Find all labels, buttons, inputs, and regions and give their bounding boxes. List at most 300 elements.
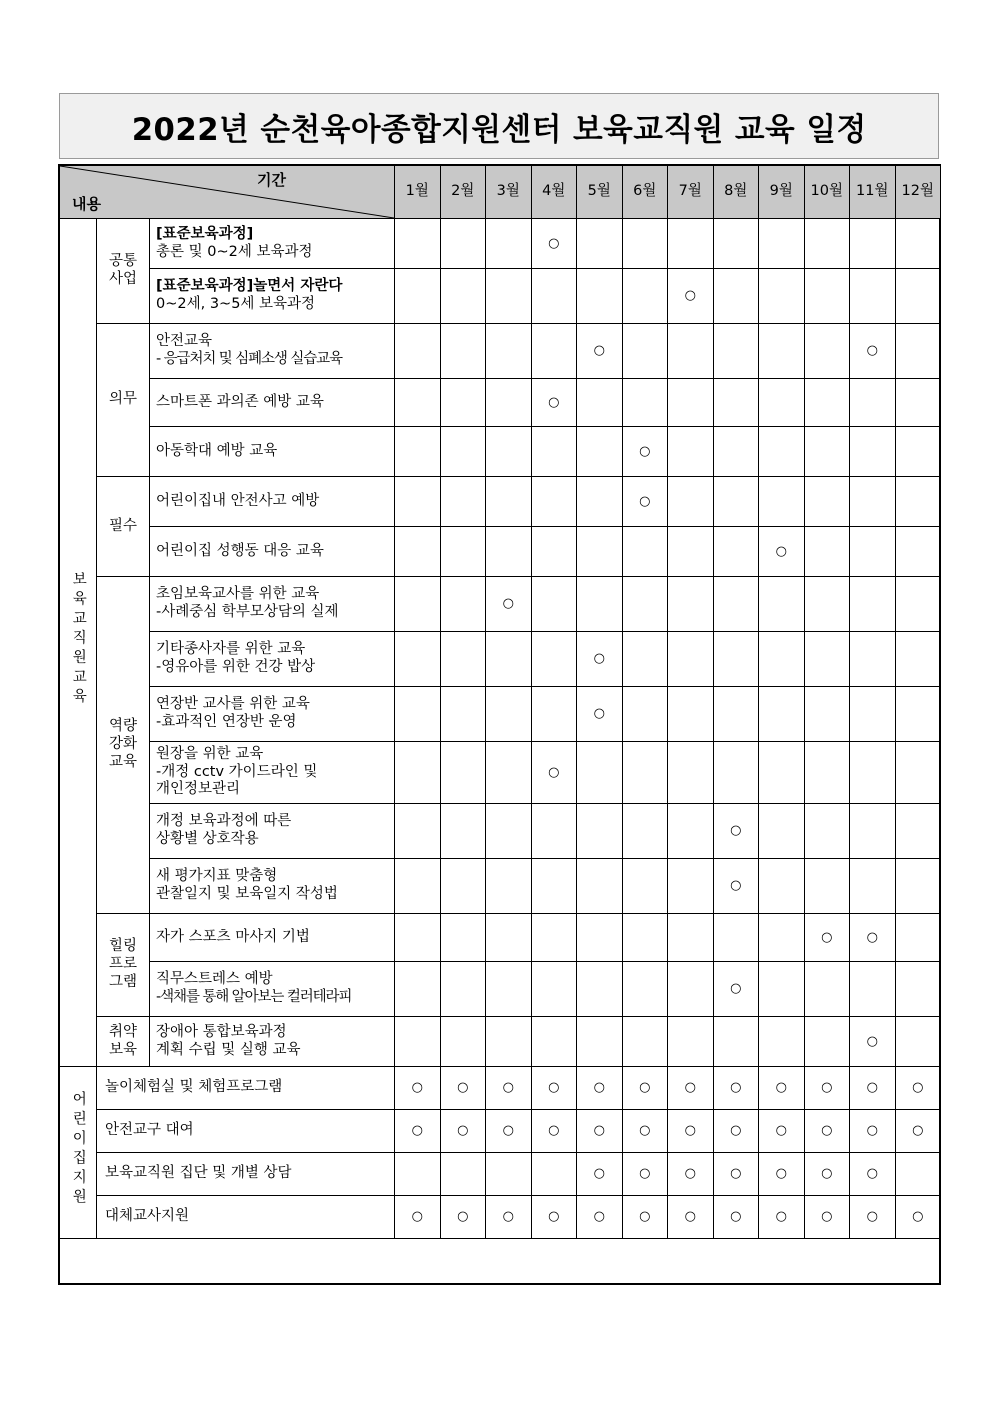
schedule-cell-m4 [531,687,577,742]
schedule-cell-m9 [759,324,805,379]
schedule-cell-m9 [759,804,805,859]
schedule-cell-m10 [804,1110,850,1153]
schedule-cell-m5 [577,687,623,742]
schedule-cell-m6 [622,379,668,427]
schedule-cell-m11 [850,632,896,687]
schedule-mark-icon: ○ [730,1123,742,1139]
schedule-mark-icon: ○ [502,1209,514,1225]
schedule-cell-m6 [622,1153,668,1196]
schedule-cell-m1 [395,742,441,804]
schedule-cell-m5 [577,632,623,687]
schedule-cell-m4 [531,1067,577,1110]
schedule-mark-icon: ○ [639,1080,651,1096]
topic-cell: 아동학대 예방 교육 [150,427,395,477]
schedule-cell-m8 [713,1196,759,1239]
schedule-cell-m3 [486,1196,532,1239]
schedule-mark-icon: ○ [821,1123,833,1139]
schedule-cell-m10 [804,632,850,687]
schedule-mark-icon: ○ [730,823,742,839]
schedule-cell-m8 [713,804,759,859]
schedule-cell-m1 [395,632,441,687]
schedule-cell-m12 [895,859,941,914]
schedule-cell-m1 [395,859,441,914]
schedule-cell-m7 [668,804,714,859]
schedule-cell-m12 [895,219,941,269]
month-header-1: 1월 [395,166,441,219]
schedule-cell-m8 [713,1153,759,1196]
topic-cell: 개정 보육과정에 따른 상황별 상호작용 [150,804,395,859]
schedule-cell-m4 [531,477,577,527]
schedule-mark-icon: ○ [593,651,605,667]
table-row [60,477,941,527]
schedule-cell-m2 [440,962,486,1017]
schedule-cell-m8 [713,577,759,632]
schedule-cell-m11 [850,1067,896,1110]
schedule-cell-m3 [486,742,532,804]
schedule-cell-m2 [440,1153,486,1196]
schedule-cell-m4 [531,269,577,324]
schedule-mark-icon: ○ [457,1209,469,1225]
schedule-cell-m5 [577,527,623,577]
schedule-cell-m1 [395,427,441,477]
schedule-cell-m11 [850,1153,896,1196]
schedule-cell-m11 [850,219,896,269]
schedule-mark-icon: ○ [866,1209,878,1225]
schedule-mark-icon: ○ [912,1209,924,1225]
schedule-cell-m9 [759,477,805,527]
schedule-cell-m6 [622,1017,668,1067]
header-period-label: 기간 [257,171,287,189]
schedule-cell-m2 [440,1196,486,1239]
schedule-cell-m12 [895,1017,941,1067]
schedule-mark-icon: ○ [548,394,560,410]
schedule-mark-icon: ○ [730,981,742,997]
table-row [60,1153,941,1196]
schedule-cell-m12 [895,324,941,379]
schedule-mark-icon: ○ [593,343,605,359]
schedule-cell-m7 [668,1153,714,1196]
schedule-mark-icon: ○ [411,1123,423,1139]
schedule-mark-icon: ○ [639,1209,651,1225]
schedule-cell-m8 [713,1067,759,1110]
schedule-cell-m3 [486,1110,532,1153]
schedule-cell-m9 [759,427,805,477]
schedule-cell-m7 [668,577,714,632]
schedule-cell-m12 [895,1067,941,1110]
schedule-mark-icon: ○ [639,493,651,509]
schedule-cell-m2 [440,1110,486,1153]
schedule-cell-m8 [713,632,759,687]
schedule-cell-m3 [486,1067,532,1110]
schedule-cell-m11 [850,1110,896,1153]
schedule-cell-m9 [759,1153,805,1196]
schedule-mark-icon: ○ [502,596,514,612]
schedule-cell-m11 [850,1196,896,1239]
schedule-cell-m12 [895,687,941,742]
schedule-cell-m12 [895,1153,941,1196]
schedule-cell-m1 [395,1153,441,1196]
schedule-cell-m1 [395,379,441,427]
month-header-12: 12월 [895,166,941,219]
schedule-mark-icon: ○ [502,1123,514,1139]
schedule-mark-icon: ○ [730,1080,742,1096]
support-topic-cell: 대체교사지원 [97,1196,395,1239]
schedule-mark-icon: ○ [548,235,560,251]
table-row [60,324,941,379]
schedule-cell-m3 [486,427,532,477]
schedule-cell-m6 [622,577,668,632]
schedule-cell-m2 [440,379,486,427]
section-label-daycare-support: 어린이집지원 [60,1067,97,1239]
support-topic-cell: 안전교구 대여 [97,1110,395,1153]
schedule-cell-m6 [622,219,668,269]
schedule-cell-m6 [622,324,668,379]
schedule-cell-m3 [486,914,532,962]
schedule-cell-m4 [531,1017,577,1067]
schedule-cell-m4 [531,324,577,379]
schedule-cell-m8 [713,427,759,477]
schedule-cell-m5 [577,859,623,914]
schedule-cell-m9 [759,1196,805,1239]
topic-cell: 자가 스포츠 마사지 기법 [150,914,395,962]
month-header-11: 11월 [850,166,896,219]
schedule-cell-m10 [804,742,850,804]
table-row [60,1067,941,1110]
schedule-cell-m9 [759,859,805,914]
schedule-cell-m5 [577,1110,623,1153]
schedule-cell-m6 [622,527,668,577]
schedule-cell-m2 [440,219,486,269]
group-label: 역량 강화 교육 [97,577,150,914]
schedule-cell-m4 [531,1110,577,1153]
schedule-cell-m6 [622,804,668,859]
schedule-mark-icon: ○ [548,1123,560,1139]
schedule-cell-m5 [577,427,623,477]
schedule-mark-icon: ○ [821,1080,833,1096]
schedule-cell-m4 [531,914,577,962]
schedule-cell-m3 [486,477,532,527]
topic-cell: 초임보육교사를 위한 교육 -사례중심 학부모상담의 실제 [150,577,395,632]
schedule-mark-icon: ○ [866,1033,878,1049]
schedule-cell-m1 [395,962,441,1017]
schedule-cell-m5 [577,914,623,962]
schedule-cell-m8 [713,379,759,427]
schedule-mark-icon: ○ [593,1209,605,1225]
schedule-mark-icon: ○ [548,1209,560,1225]
schedule-cell-m8 [713,477,759,527]
schedule-cell-m1 [395,804,441,859]
schedule-cell-m6 [622,914,668,962]
schedule-cell-m11 [850,742,896,804]
month-header-6: 6월 [622,166,668,219]
schedule-cell-m5 [577,219,623,269]
schedule-cell-m8 [713,324,759,379]
schedule-mark-icon: ○ [730,878,742,894]
schedule-cell-m4 [531,1196,577,1239]
schedule-mark-icon: ○ [548,1080,560,1096]
table-row [60,742,941,804]
schedule-cell-m3 [486,577,532,632]
schedule-mark-icon: ○ [866,343,878,359]
table-row [60,219,941,269]
schedule-cell-m6 [622,1110,668,1153]
group-label: 필수 [97,477,150,577]
schedule-cell-m11 [850,427,896,477]
schedule-cell-m2 [440,1017,486,1067]
schedule-cell-m2 [440,687,486,742]
schedule-mark-icon: ○ [639,1166,651,1182]
table-row [60,1017,941,1067]
schedule-cell-m9 [759,1110,805,1153]
schedule-mark-icon: ○ [593,1080,605,1096]
schedule-cell-m11 [850,379,896,427]
month-header-3: 3월 [486,166,532,219]
table-row [60,379,941,427]
table-row [60,1196,941,1239]
schedule-cell-m10 [804,577,850,632]
schedule-cell-m7 [668,527,714,577]
schedule-mark-icon: ○ [593,1123,605,1139]
schedule-cell-m7 [668,687,714,742]
topic-cell: 어린이집내 안전사고 예방 [150,477,395,527]
schedule-cell-m4 [531,1153,577,1196]
schedule-cell-m6 [622,859,668,914]
schedule-cell-m10 [804,269,850,324]
schedule-cell-m12 [895,379,941,427]
schedule-cell-m6 [622,1196,668,1239]
schedule-mark-icon: ○ [912,1123,924,1139]
schedule-cell-m8 [713,742,759,804]
schedule-mark-icon: ○ [775,1209,787,1225]
schedule-cell-m7 [668,914,714,962]
schedule-mark-icon: ○ [730,1209,742,1225]
schedule-cell-m1 [395,687,441,742]
schedule-cell-m4 [531,742,577,804]
schedule-cell-m3 [486,527,532,577]
month-header-4: 4월 [531,166,577,219]
schedule-cell-m4 [531,577,577,632]
schedule-mark-icon: ○ [866,929,878,945]
schedule-mark-icon: ○ [866,1166,878,1182]
schedule-cell-m12 [895,269,941,324]
schedule-mark-icon: ○ [684,288,696,304]
schedule-cell-m9 [759,1017,805,1067]
schedule-cell-m7 [668,1017,714,1067]
schedule-cell-m9 [759,742,805,804]
schedule-cell-m9 [759,914,805,962]
schedule-cell-m3 [486,804,532,859]
page-title: 2022년 순천육아종합지원센터 보육교직원 교육 일정 [131,111,867,148]
schedule-cell-m5 [577,1067,623,1110]
support-topic-cell: 보육교직원 집단 및 개별 상담 [97,1153,395,1196]
group-label: 의무 [97,324,150,477]
schedule-cell-m10 [804,962,850,1017]
schedule-cell-m11 [850,859,896,914]
schedule-cell-m2 [440,527,486,577]
schedule-cell-m4 [531,962,577,1017]
schedule-cell-m11 [850,1017,896,1067]
schedule-mark-icon: ○ [684,1166,696,1182]
schedule-cell-m10 [804,1017,850,1067]
schedule-cell-m4 [531,427,577,477]
schedule-cell-m8 [713,219,759,269]
table-row [60,804,941,859]
schedule-cell-m2 [440,324,486,379]
schedule-cell-m10 [804,1196,850,1239]
schedule-cell-m11 [850,804,896,859]
schedule-cell-m9 [759,527,805,577]
schedule-cell-m7 [668,962,714,1017]
schedule-mark-icon: ○ [457,1123,469,1139]
topic-cell: 장애아 통합보육과정 계획 수립 및 실행 교육 [150,1017,395,1067]
schedule-cell-m7 [668,269,714,324]
schedule-cell-m7 [668,1110,714,1153]
schedule-cell-m2 [440,427,486,477]
schedule-mark-icon: ○ [684,1123,696,1139]
schedule-cell-m1 [395,477,441,527]
schedule-cell-m10 [804,427,850,477]
schedule-cell-m12 [895,1110,941,1153]
schedule-cell-m8 [713,914,759,962]
schedule-cell-m5 [577,742,623,804]
schedule-cell-m11 [850,577,896,632]
schedule-cell-m1 [395,1196,441,1239]
topic-cell: 직무스트레스 예방 -색채를 통해 알아보는 컬러테라피 [150,962,395,1017]
schedule-cell-m11 [850,269,896,324]
month-header-7: 7월 [668,166,714,219]
month-header-5: 5월 [577,166,623,219]
schedule-cell-m5 [577,1196,623,1239]
schedule-mark-icon: ○ [775,1123,787,1139]
schedule-cell-m7 [668,427,714,477]
schedule-mark-icon: ○ [593,706,605,722]
schedule-cell-m11 [850,687,896,742]
schedule-mark-icon: ○ [684,1080,696,1096]
topic-cell: [표준보육과정] 총론 및 0~2세 보육과정 [150,219,395,269]
schedule-cell-m8 [713,962,759,1017]
schedule-cell-m7 [668,477,714,527]
schedule-cell-m12 [895,577,941,632]
schedule-cell-m8 [713,1017,759,1067]
topic-cell: [표준보육과정]놀면서 자란다 0~2세, 3~5세 보육과정 [150,269,395,324]
schedule-mark-icon: ○ [639,443,651,459]
schedule-cell-m3 [486,1153,532,1196]
table-row [60,632,941,687]
schedule-mark-icon: ○ [457,1080,469,1096]
topic-cell: 원장을 위한 교육 -개정 cctv 가이드라인 및 개인정보관리 [150,742,395,804]
schedule-cell-m6 [622,632,668,687]
schedule-cell-m4 [531,859,577,914]
schedule-cell-m8 [713,269,759,324]
schedule-cell-m7 [668,1067,714,1110]
schedule-mark-icon: ○ [866,1080,878,1096]
topic-cell: 새 평가지표 맞춤형 관찰일지 및 보육일지 작성법 [150,859,395,914]
schedule-cell-m5 [577,1153,623,1196]
schedule-mark-icon: ○ [639,1123,651,1139]
schedule-cell-m10 [804,804,850,859]
schedule-mark-icon: ○ [821,1166,833,1182]
schedule-cell-m1 [395,914,441,962]
schedule-cell-m6 [622,742,668,804]
schedule-cell-m2 [440,804,486,859]
month-header-9: 9월 [759,166,805,219]
table-row [60,427,941,477]
schedule-cell-m10 [804,859,850,914]
schedule-cell-m3 [486,269,532,324]
header-content-label: 내용 [72,194,101,213]
schedule-cell-m12 [895,742,941,804]
schedule-cell-m1 [395,1110,441,1153]
schedule-cell-m12 [895,914,941,962]
schedule-cell-m7 [668,324,714,379]
schedule-cell-m11 [850,527,896,577]
schedule-cell-m2 [440,859,486,914]
topic-cell: 안전교육 - 응급처치 및 심폐소생 실습교육 [150,324,395,379]
topic-cell: 어린이집 성행동 대응 교육 [150,527,395,577]
schedule-cell-m10 [804,379,850,427]
schedule-mark-icon: ○ [912,1080,924,1096]
schedule-cell-m11 [850,324,896,379]
schedule-cell-m5 [577,269,623,324]
table-row [60,687,941,742]
schedule-cell-m5 [577,379,623,427]
schedule-cell-m3 [486,219,532,269]
table-row [60,269,941,324]
schedule-cell-m12 [895,427,941,477]
schedule-cell-m2 [440,914,486,962]
schedule-mark-icon: ○ [593,1166,605,1182]
schedule-cell-m1 [395,269,441,324]
schedule-cell-m10 [804,219,850,269]
schedule-cell-m9 [759,269,805,324]
schedule-cell-m9 [759,962,805,1017]
schedule-mark-icon: ○ [821,929,833,945]
schedule-cell-m2 [440,1067,486,1110]
schedule-cell-m2 [440,742,486,804]
schedule-cell-m7 [668,219,714,269]
table-row [60,914,941,962]
schedule-cell-m1 [395,527,441,577]
schedule-cell-m8 [713,527,759,577]
schedule-cell-m8 [713,1110,759,1153]
schedule-cell-m3 [486,1017,532,1067]
schedule-mark-icon: ○ [775,543,787,559]
schedule-cell-m3 [486,859,532,914]
schedule-mark-icon: ○ [411,1080,423,1096]
schedule-mark-icon: ○ [775,1166,787,1182]
schedule-cell-m3 [486,962,532,1017]
schedule-cell-m2 [440,632,486,687]
schedule-cell-m9 [759,577,805,632]
schedule-mark-icon: ○ [730,1166,742,1182]
topic-cell: 연장반 교사를 위한 교육 -효과적인 연장반 운영 [150,687,395,742]
schedule-mark-icon: ○ [866,1123,878,1139]
schedule-mark-icon: ○ [548,764,560,780]
schedule-cell-m1 [395,324,441,379]
schedule-cell-m12 [895,527,941,577]
table-header-row [60,166,941,219]
schedule-cell-m7 [668,1196,714,1239]
schedule-cell-m6 [622,427,668,477]
topic-cell: 스마트폰 과의존 예방 교육 [150,379,395,427]
schedule-cell-m10 [804,527,850,577]
schedule-cell-m9 [759,632,805,687]
schedule-cell-m8 [713,687,759,742]
schedule-cell-m9 [759,687,805,742]
schedule-cell-m10 [804,477,850,527]
schedule-cell-m12 [895,632,941,687]
group-label: 취약 보육 [97,1017,150,1067]
